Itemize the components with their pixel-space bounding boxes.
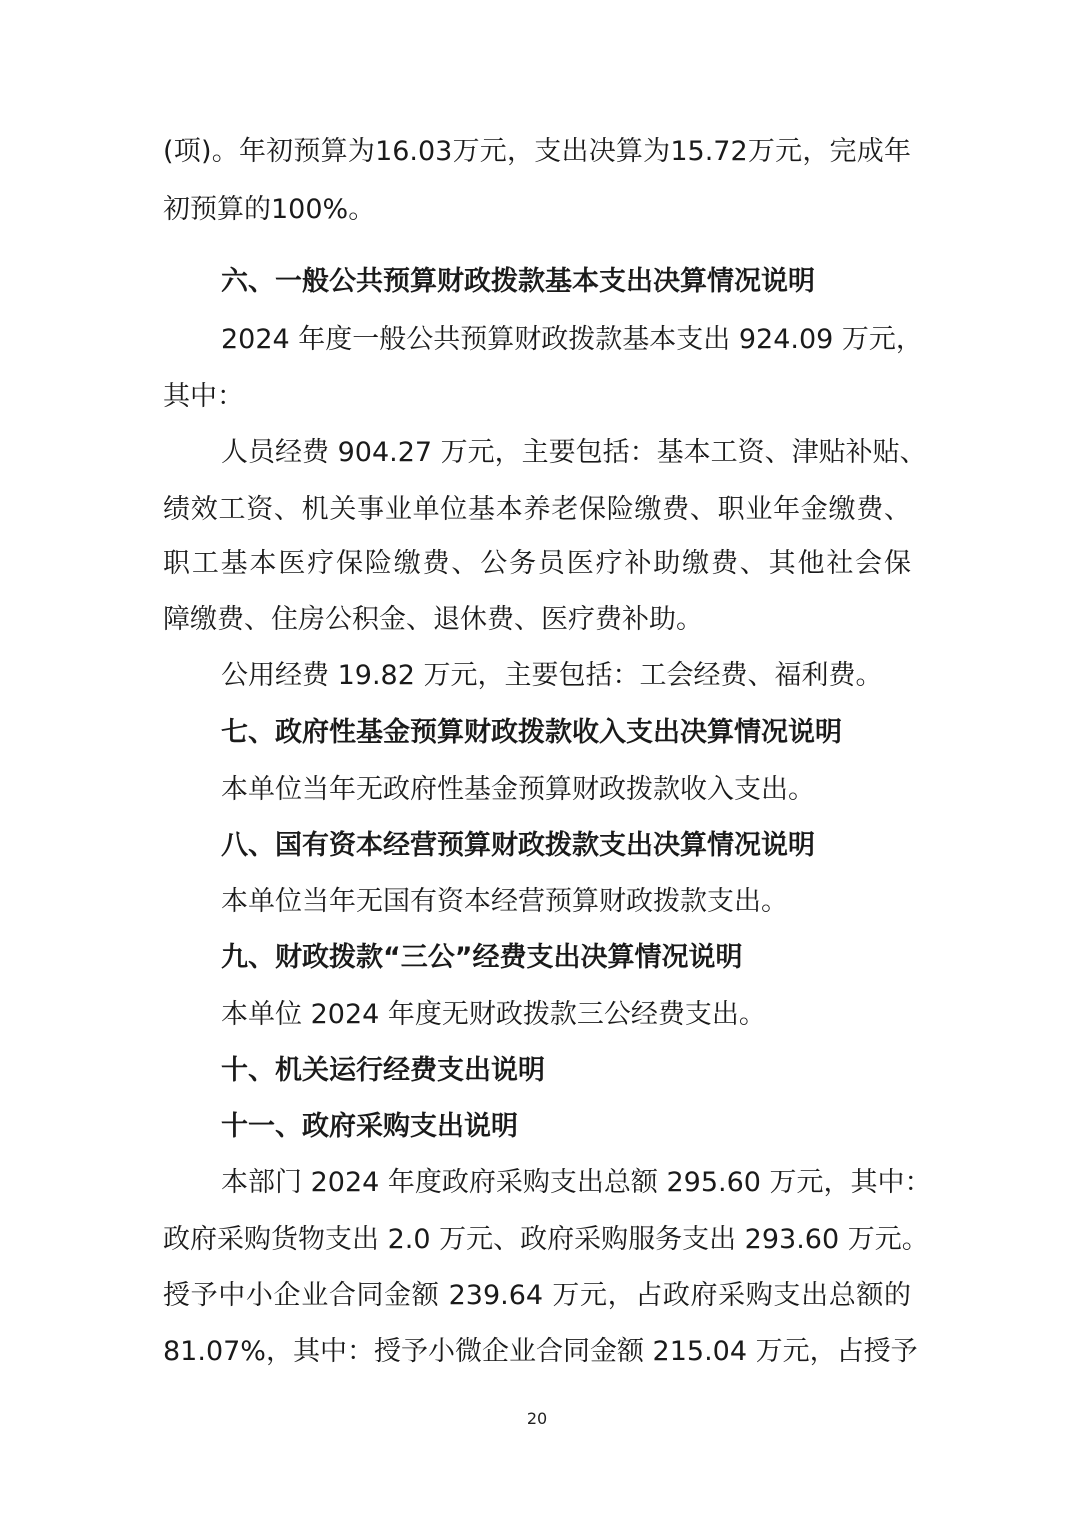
heading-text: 六、一般公共预算财政拨款基本支出决算情况说明 [221,266,815,297]
body-text-line [0,656,1074,696]
section-heading-9 [0,938,1074,978]
line-text: 授予中小企业合同金额 239.64 万元，占政府采购支出总额的 [163,1280,911,1311]
body-text-line [0,377,1074,417]
line-text: 其中： [163,381,244,412]
body-text-line [0,1163,1074,1203]
section-heading-8 [0,826,1074,866]
line-text: 政府采购货物支出 2.0 万元、政府采购服务支出 293.60 万元。 [163,1224,929,1255]
section-heading-10 [0,1051,1074,1091]
body-text-line [0,132,1074,172]
heading-text: 十一、政府采购支出说明 [221,1111,518,1142]
heading-text: 八、国有资本经营预算财政拨款支出决算情况说明 [221,830,815,861]
body-text-line [0,433,1074,473]
line-text: 初预算的100%。 [163,194,376,225]
heading-text: 十、机关运行经费支出说明 [221,1055,545,1086]
section-heading-6 [0,262,1074,302]
line-text: 本单位当年无政府性基金预算财政拨款收入支出。 [221,774,815,805]
body-text-line [0,600,1074,640]
heading-text: 九、财政拨款“三公”经费支出决算情况说明 [221,942,743,973]
line-text: 2024 年度一般公共预算财政拨款基本支出 924.09 万元， [221,324,923,355]
body-text-line [0,320,1074,360]
body-text-line [0,1276,1074,1316]
body-text-line [0,190,1074,230]
body-text-line [0,770,1074,810]
heading-text: 七、政府性基金预算财政拨款收入支出决算情况说明 [221,717,842,748]
body-text-line [0,882,1074,922]
line-text: 公用经费 19.82 万元，主要包括：工会经费、福利费。 [221,660,883,691]
line-text: 障缴费、住房公积金、退休费、医疗费补助。 [163,604,703,635]
section-heading-7 [0,713,1074,753]
body-text-line [0,544,1074,584]
section-heading-11 [0,1107,1074,1147]
line-text: 本单位 2024 年度无财政拨款三公经费支出。 [221,999,766,1030]
line-text: 本部门 2024 年度政府采购支出总额 295.60 万元，其中： [221,1167,932,1198]
line-text: 绩效工资、机关事业单位基本养老保险缴费、职业年金缴费、 [163,494,911,525]
line-text: 81.07%，其中：授予小微企业合同金额 215.04 万元，占授予 [163,1336,918,1367]
line-text: 职工基本医疗保险缴费、公务员医疗补助缴费、其他社会保 [163,548,911,579]
body-text-line [0,1220,1074,1260]
body-text-line [0,1332,1074,1372]
body-text-line [0,490,1074,530]
body-text-line [0,995,1074,1035]
line-text: (项)。年初预算为16.03万元，支出决算为15.72万元，完成年 [163,136,911,167]
page-number: 20 [526,1409,548,1428]
line-text: 本单位当年无国有资本经营预算财政拨款支出。 [221,886,788,917]
line-text: 人员经费 904.27 万元，主要包括：基本工资、津贴补贴、 [221,437,927,468]
